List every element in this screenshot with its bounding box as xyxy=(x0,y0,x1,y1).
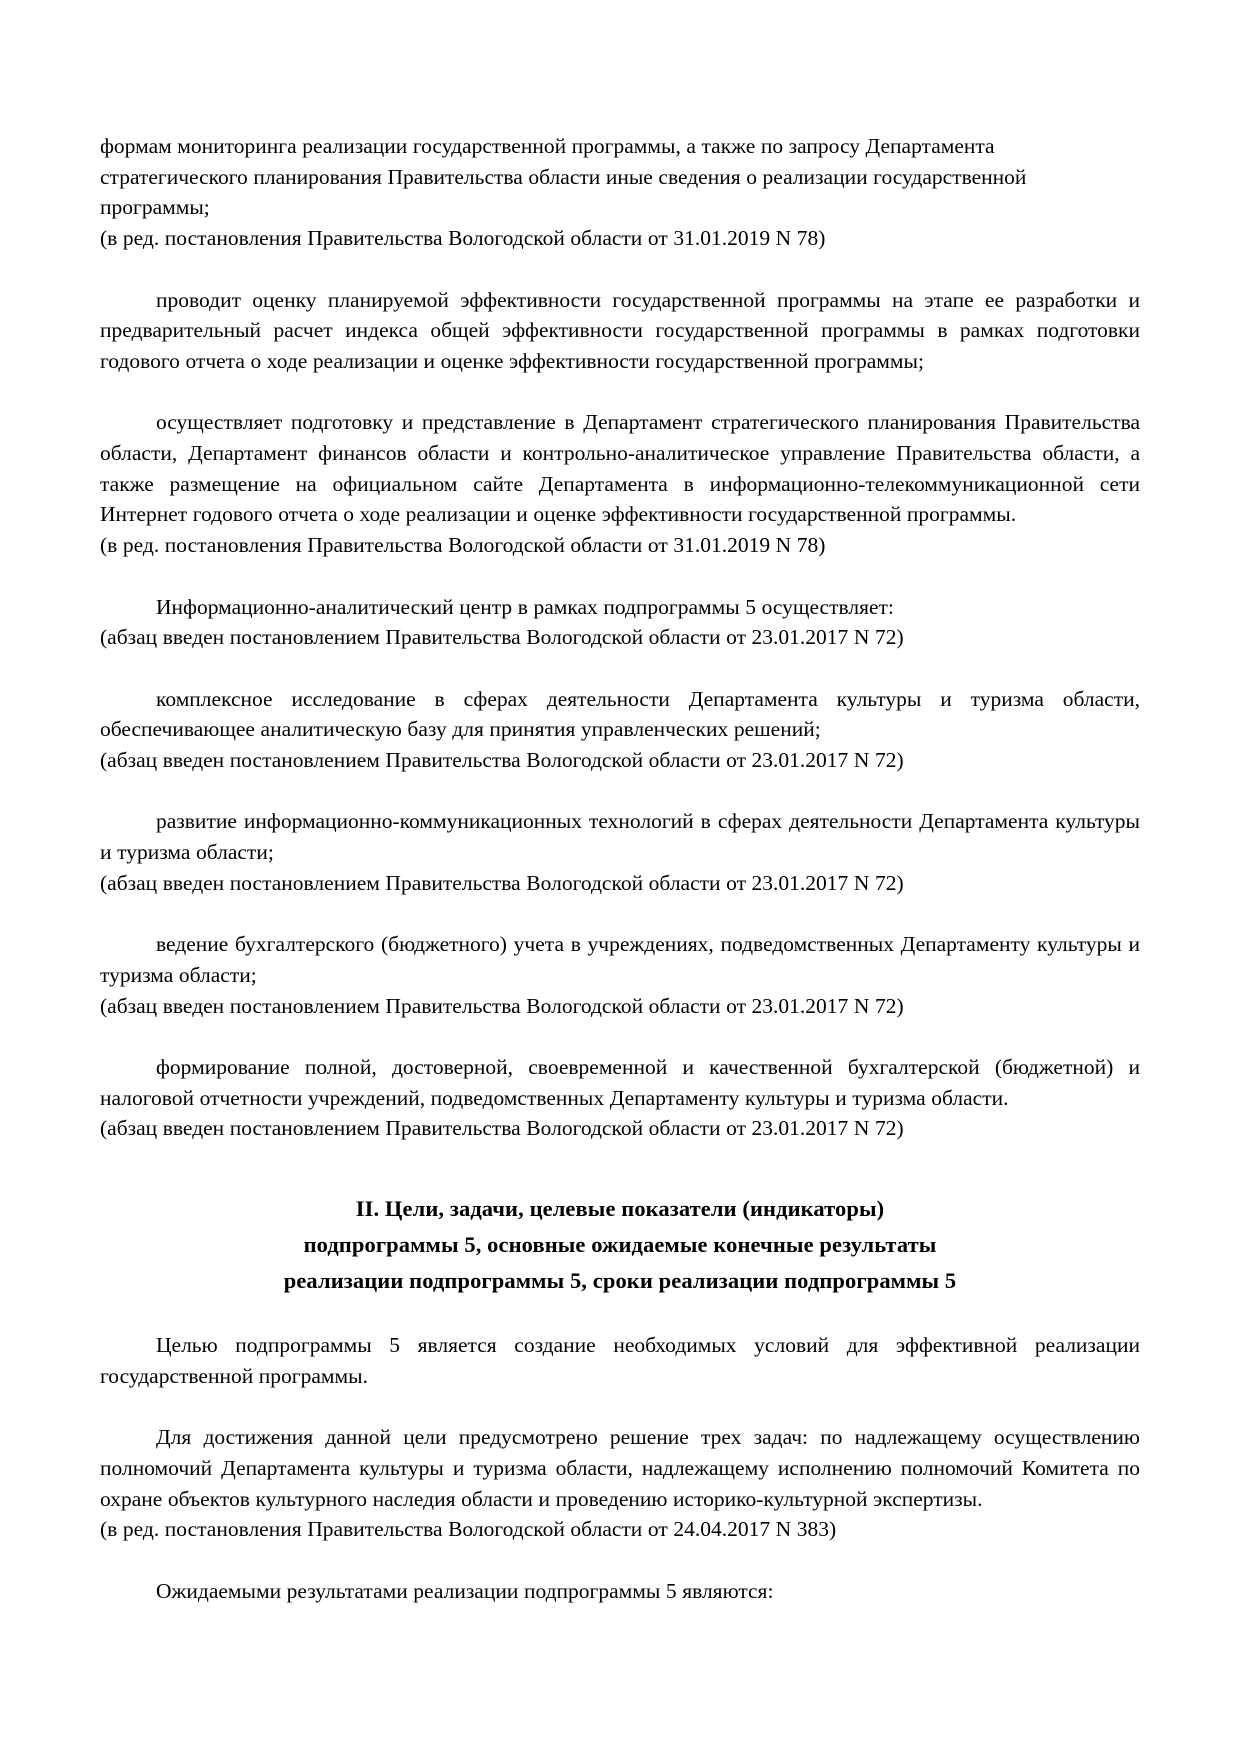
citation-line-6: (абзац введен постановлением Правительства Вологодской области от 23.01.2017 N 72) xyxy=(100,993,904,1018)
paragraph-complex-research: комплексное исследование в сферах деятельности Департамента культуры и туризма области, обеспечивающее аналитическую базу для принятия управленческих решений; xyxy=(100,686,1140,742)
paragraph-accounting: ведение бухгалтерского (бюджетного) учета в учреждениях, подведомственных Департаменту культуры и туризма области; xyxy=(100,932,1140,987)
citation-line-2: (в ред. постановления Правительства Вологодской области от 31.01.2019 N 78) xyxy=(100,533,826,558)
paragraph-spacer xyxy=(100,254,1140,285)
paragraph-analytical-center: Информационно-аналитический центр в рамках подпрограммы 5 осуществляет: xyxy=(156,594,894,619)
paragraph-spacer xyxy=(100,776,1140,807)
paragraph-spacer xyxy=(100,561,1140,592)
heading-line-1: II. Цели, задачи, целевые показатели (индикаторы) xyxy=(355,1196,885,1222)
citation-line-8: (в ред. постановления Правительства Вологодской области от 24.04.2017 N 383) xyxy=(100,1517,837,1542)
paragraph-preparation-submission: осуществляет подготовку и представление в Департамент стратегического планирования Правительства области, Департамент финансов области и контрольно-аналитическое управление Правительства области, а также размещение на официальном сайте Департамента в информационно-телекоммуникационной сети Интернет годового отчета о ходе реализации и оценке эффективности государственной программы. xyxy=(100,410,1140,527)
paragraph-spacer xyxy=(100,1392,1140,1423)
paragraph-spacer xyxy=(100,899,1140,930)
paragraph-reporting-formation: формирование полной, достоверной, своевременной и качественной бухгалтерской (бюджетной) и налоговой отчетности учреждений, подведомственных Департаменту культуры и туризма области. xyxy=(100,1054,1140,1110)
citation-line-4: (абзац введен постановлением Правительства Вологодской области от 23.01.2017 N 72) xyxy=(100,748,904,772)
citation-line-7: (абзац введен постановлением Правительства Вологодской области от 23.01.2017 N 72) xyxy=(100,1116,904,1141)
paragraph-spacer xyxy=(100,1545,1140,1576)
paragraph-three-tasks: Для достижения данной цели предусмотрено решение трех задач: по надлежащему осуществлению полномочий Департамента культуры и туризма области, надлежащему исполнению полномочий Комитета по охране объектов культурного наследия области и проведению историко-культурной экспертизы. xyxy=(100,1425,1140,1511)
document-body xyxy=(100,131,1140,1606)
citation-line-5: (абзац введен постановлением Правительства Вологодской области от 23.01.2017 N 72) xyxy=(100,870,904,895)
citation-line-1: (в ред. постановления Правительства Вологодской области от 31.01.2019 N 78) xyxy=(100,226,826,251)
paragraph-spacer xyxy=(100,377,1140,408)
paragraph-spacer xyxy=(100,653,1140,684)
heading-line-3: реализации подпрограммы 5, сроки реализации подпрограммы 5 xyxy=(283,1268,957,1294)
paragraph-spacer xyxy=(100,1021,1140,1052)
citation-line-3: (абзац введен постановлением Правительства Вологодской области от 23.01.2017 N 72) xyxy=(100,625,904,650)
paragraph-monitoring-forms: формам мониторинга реализации государственной программы, а также по запросу Департамента стратегического планирования Правительства области иные сведения о реализации государственной программы; xyxy=(100,134,1027,220)
section-heading-block xyxy=(100,1191,1140,1299)
paragraph-planned-efficiency: проводит оценку планируемой эффективности государственной программы на этапе ее разработки и предварительный расчет индекса общей эффективности государственной программы в рамках подготовки годового отчета о ходе реализации и оценке эффективности государственной программы; xyxy=(100,287,1140,373)
paragraph-subprogram-goal: Целью подпрограммы 5 является создание необходимых условий для эффективной реализации государственной программы. xyxy=(100,1333,1140,1388)
heading-line-2: подпрограммы 5, основные ожидаемые конечные результаты xyxy=(303,1232,937,1258)
paragraph-ict-development: развитие информационно-коммуникационных технологий в сферах деятельности Департамента культуры и туризма области; xyxy=(100,809,1140,865)
page-title xyxy=(100,1191,1140,1299)
paragraph-expected-results: Ожидаемыми результатами реализации подпрограммы 5 являются: xyxy=(156,1578,774,1603)
